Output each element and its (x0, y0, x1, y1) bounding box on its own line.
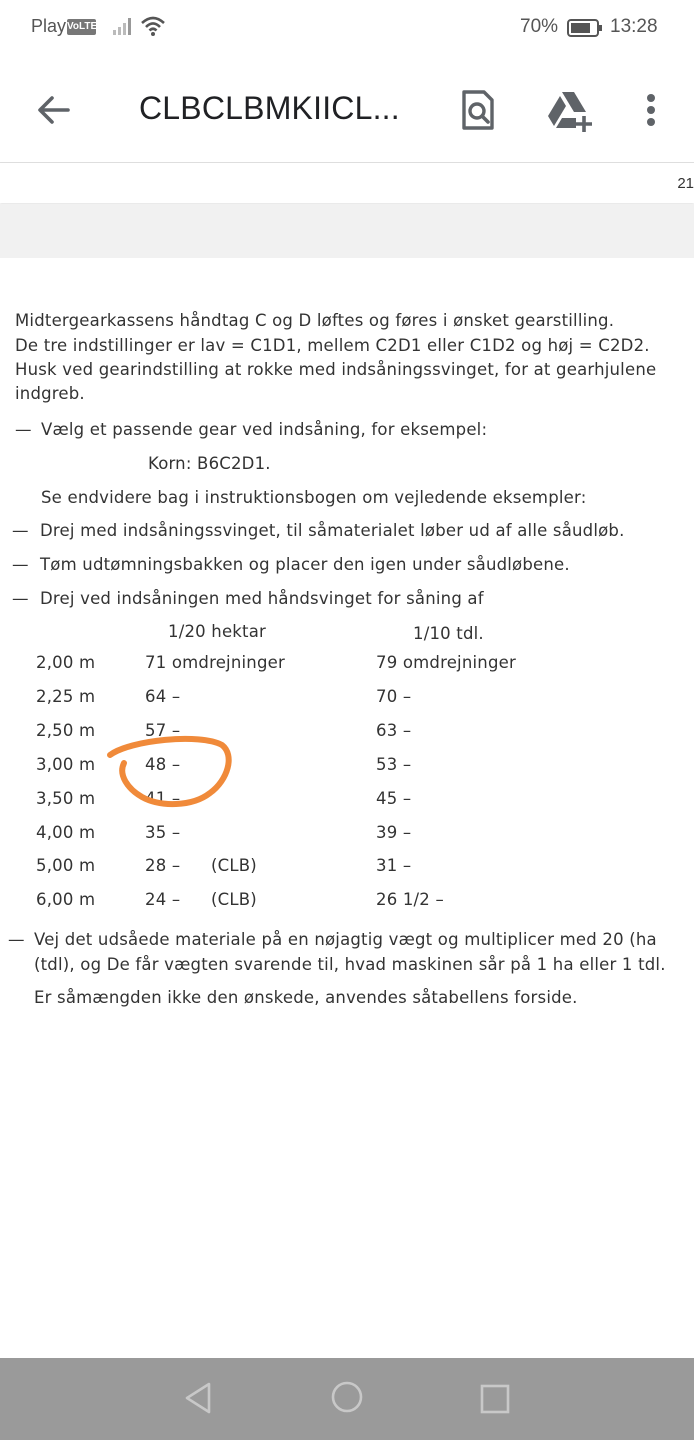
bullet-5-line-1: Vej det udsåede materiale på en nøjagtig vægt og multiplicer med 20 (ha (34, 930, 657, 949)
volte-badge: VoLTE (67, 19, 96, 35)
bullet-dash: — (8, 930, 25, 949)
table-cell-width: 3,50 m (36, 789, 96, 808)
signal-icon (112, 16, 134, 36)
table-cell-width: 2,25 m (36, 687, 96, 706)
table-cell-hektar: 41 – (145, 789, 181, 808)
table-header-hektar: 1/20 hektar (168, 622, 267, 641)
table-cell-hektar: 28 – (145, 856, 181, 875)
table-cell-width: 6,00 m (36, 890, 96, 909)
table-cell-width: 5,00 m (36, 856, 96, 875)
table-cell-tdl: 31 – (376, 856, 412, 875)
table-cell-width: 4,00 m (36, 823, 96, 842)
intro-line-4: indgreb. (15, 384, 85, 403)
carrier-name: Play (31, 16, 67, 36)
table-cell-tdl: 79 omdrejninger (376, 653, 516, 672)
bullet-2: Drej med indsåningssvinget, til såmaterialet løber ud af alle såudløb. (40, 521, 625, 540)
intro-line-1: Midtergearkassens håndtag C og D løftes og føres i ønsket gearstilling. (15, 311, 615, 330)
previous-page-edge (0, 163, 694, 203)
table-cell-hektar: 35 – (145, 823, 181, 842)
system-nav-bar (0, 1358, 694, 1440)
document-title: CLBCLBMKIICL... (139, 90, 400, 126)
bullet-dash: — (12, 589, 29, 608)
table-cell-hektar: 71 omdrejninger (145, 653, 285, 672)
document-page[interactable] (0, 258, 694, 1358)
bullet-dash: — (12, 521, 29, 540)
table-cell-tdl: 53 – (376, 755, 412, 774)
wifi-icon (140, 15, 166, 37)
intro-line-3: Husk ved gearindstilling at rokke med indsåningssvinget, for at gearhjulene (15, 360, 657, 379)
table-cell-tdl: 45 – (376, 789, 412, 808)
table-cell-tdl: 26 1/2 – (376, 890, 444, 909)
table-cell-tdl: 63 – (376, 721, 412, 740)
table-cell-note: (CLB) (211, 856, 257, 875)
table-cell-hektar: 64 – (145, 687, 181, 706)
table-cell-hektar: 48 – (145, 755, 181, 774)
table-cell-tdl: 70 – (376, 687, 412, 706)
nav-home-icon[interactable] (330, 1380, 364, 1414)
annotation-circle (100, 735, 240, 815)
more-vert-icon[interactable] (636, 86, 666, 134)
example-text: Korn: B6C2D1. (148, 454, 271, 473)
find-in-page-icon[interactable] (456, 86, 500, 134)
nav-recents-icon[interactable] (480, 1384, 510, 1414)
bullet-dash: — (12, 555, 29, 574)
bullet-5-line-2: (tdl), og De får vægten svarende til, hvad maskinen sår på 1 ha eller 1 tdl. (34, 955, 666, 974)
table-cell-hektar: 24 – (145, 890, 181, 909)
closing-text: Er såmængden ikke den ønskede, anvendes såtabellens forside. (34, 988, 578, 1007)
bullet-1: Vælg et passende gear ved indsåning, for eksempel: (41, 420, 488, 439)
back-arrow-icon[interactable] (30, 86, 78, 134)
clock: 13:28 (610, 16, 658, 37)
nav-back-icon[interactable] (183, 1381, 213, 1415)
see-also-text: Se endvidere bag i instruktionsbogen om vejledende eksempler: (41, 488, 587, 507)
table-cell-width: 3,00 m (36, 755, 96, 774)
table-cell-width: 2,50 m (36, 721, 96, 740)
drive-add-icon[interactable] (546, 86, 596, 134)
bullet-dash: — (15, 420, 32, 439)
status-bar (0, 0, 694, 56)
bullet-4: Drej ved indsåningen med håndsvinget for såning af (40, 589, 484, 608)
table-cell-hektar: 57 – (145, 721, 181, 740)
table-header-tdl: 1/10 tdl. (413, 624, 484, 643)
table-cell-note: (CLB) (211, 890, 257, 909)
page-number: 21 (677, 175, 694, 192)
battery-icon (567, 18, 603, 38)
intro-line-2: De tre indstillinger er lav = C1D1, mellem C2D1 eller C1D2 og høj = C2D2. (15, 336, 650, 355)
app-bar (0, 56, 694, 163)
table-cell-tdl: 39 – (376, 823, 412, 842)
battery-percent: 70% (520, 16, 559, 37)
table-cell-width: 2,00 m (36, 653, 96, 672)
page-gap (0, 204, 694, 258)
bullet-3: Tøm udtømningsbakken og placer den igen under såudløbene. (40, 555, 570, 574)
